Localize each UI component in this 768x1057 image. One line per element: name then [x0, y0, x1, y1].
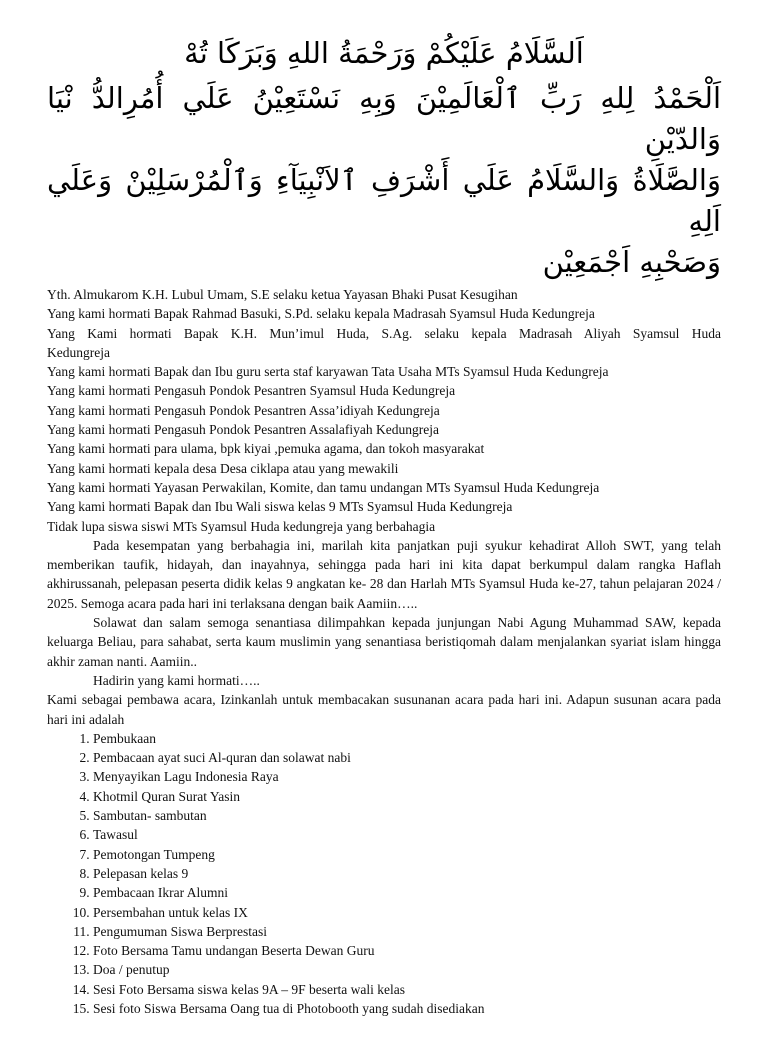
agenda-item: 4. Khotmil Quran Surat Yasin [93, 787, 721, 806]
agenda-item: 2. Pembacaan ayat suci Al-quran dan solawat nabi [93, 748, 721, 767]
agenda-item: 1. Pembukaan [93, 729, 721, 748]
greeting-line: Yang Kami hormati Bapak K.H. Mun’imul Huda, S.Ag. selaku kepala Madrasah Aliyah Syamsul Huda [47, 325, 721, 341]
agenda-item: 5. Sambutan- sambutan [93, 806, 721, 825]
greeting-line: Yang kami hormati Bapak dan Ibu Wali siswa kelas 9 MTs Syamsul Huda Kedungreja [47, 499, 513, 515]
agenda-item: 10. Persembahan untuk kelas IX [93, 903, 721, 922]
greeting-line: Yang kami hormati Pengasuh Pondok Pesantren Assalafiyah Kedungreja [47, 422, 439, 438]
greeting-line: Yang kami hormati Bapak dan Ibu guru serta staf karyawan Tata Usaha MTs Syamsul Huda Kedungreja [47, 364, 609, 380]
greetings-list [47, 285, 721, 1018]
greeting-line: Yang kami hormati kepala desa Desa ciklapa atau yang mewakili [47, 460, 399, 476]
agenda-item: 12. Foto Bersama Tamu undangan Beserta Dewan Guru [93, 941, 721, 960]
agenda-item: 8. Pelepasan kelas 9 [93, 864, 721, 883]
greeting-line: Yang kami hormati Pengasuh Pondok Pesantren Assa’idiyah Kedungreja [47, 402, 440, 418]
agenda-item: 7. Pemotongan Tumpeng [93, 845, 721, 864]
mc-paragraph: Kami sebagai pembawa acara, Izinkanlah untuk membacakan susunanan acara pada hari ini. Adapun susunan acara pada hari ini adalah [47, 692, 721, 727]
greeting-line: Tidak lupa siswa siswi MTs Syamsul Huda kedungreja yang berbahagia [47, 518, 436, 534]
greeting-line: Yang kami hormati Yayasan Perwakilan, Komite, dan tamu undangan MTs Syamsul Huda Kedungreja [47, 479, 600, 495]
salam-line: اَلسَّلَامُ عَلَيْكُمْ وَرَحْمَةُ اللهِ وَبَرَكَا تُهْ [184, 36, 584, 70]
agenda-item: 11. Pengumuman Siswa Berprestasi [93, 922, 721, 941]
agenda-item: 6. Tawasul [93, 825, 721, 844]
arabic-hamdalah [47, 78, 721, 283]
opening-paragraph: Pada kesempatan yang berbahagia ini, marilah kita panjatkan puji syukur kehadirat Alloh SWT, yang telah memberikan taufik, hidayah, dan inayahnya, sehingga pada hari ini kita dapat berkumpul dalam rangka Haflah akhirussanah, pelepasan peserta didik kelas 9 angkatan ke- 28 dan Harlah MTs Syamsul Huda ke-27, tahun pelajaran 2024 / 2025. Semoga acara pada hari ini terlaksana dengan baik Aamiin….. [47, 537, 721, 611]
solawat-paragraph: Solawat dan salam semoga senantiasa dilimpahkan kepada junjungan Nabi Agung Muhammad SAW, kepada keluarga Beliau, para sahabat, serta kaum muslimin yang senantiasa beristiqomah dalam menjalankan syariat islam hingga akhir zaman nanti. Aamiin.. [47, 615, 721, 669]
greeting-line: Kedungreja [47, 344, 110, 360]
hadirin-paragraph: Hadirin yang kami hormati….. [93, 672, 260, 688]
agenda-item: 14. Sesi Foto Bersama siswa kelas 9A – 9F beserta wali kelas [93, 980, 721, 999]
agenda-item: 15. Sesi foto Siswa Bersama Oang tua di Photobooth yang sudah disediakan [93, 999, 721, 1018]
agenda-item: 3. Menyayikan Lagu Indonesia Raya [93, 767, 721, 786]
arabic-salam [47, 33, 721, 73]
greeting-line: Yang kami hormati para ulama, bpk kiyai ,pemuka agama, dan tokoh masyarakat [47, 441, 485, 457]
greeting-line: Yth. Almukarom K.H. Lubul Umam, S.E selaku ketua Yayasan Bhaki Pusat Kesugihan [47, 287, 518, 302]
document-page [0, 33, 768, 1057]
greeting-line: Yang kami hormati Pengasuh Pondok Pesantren Syamsul Huda Kedungreja [47, 383, 456, 399]
hamdalah-line-2: وَالصَّلَاةُ وَالسَّلَامُ عَلَي أَشْرَفِ ٱلاَنْبِيَآءِ وَٱلْمُرْسَلِيْنْ وَعَلَي اَلِهِ [47, 163, 721, 238]
greeting-line: Yang kami hormati Bapak Rahmad Basuki, S.Pd. selaku kepala Madrasah Syamsul Huda Kedungreja [47, 306, 595, 322]
agenda-item: 13. Doa / penutup [93, 960, 721, 979]
hamdalah-line-1: اَلْحَمْدُ لِلهِ رَبِّ ٱلْعَالَمِيْنَ وَبِهِ نَسْتَعِيْنُ عَلَي أُمُرِالدُّ نْيَا وَالدّيْنِ [47, 81, 721, 156]
agenda-list [47, 729, 721, 1018]
agenda-item: 9. Pembacaan Ikrar Alumni [93, 883, 721, 902]
hamdalah-line-3: وَصَحْبِهِ اَجْمَعِيْن [542, 245, 721, 279]
